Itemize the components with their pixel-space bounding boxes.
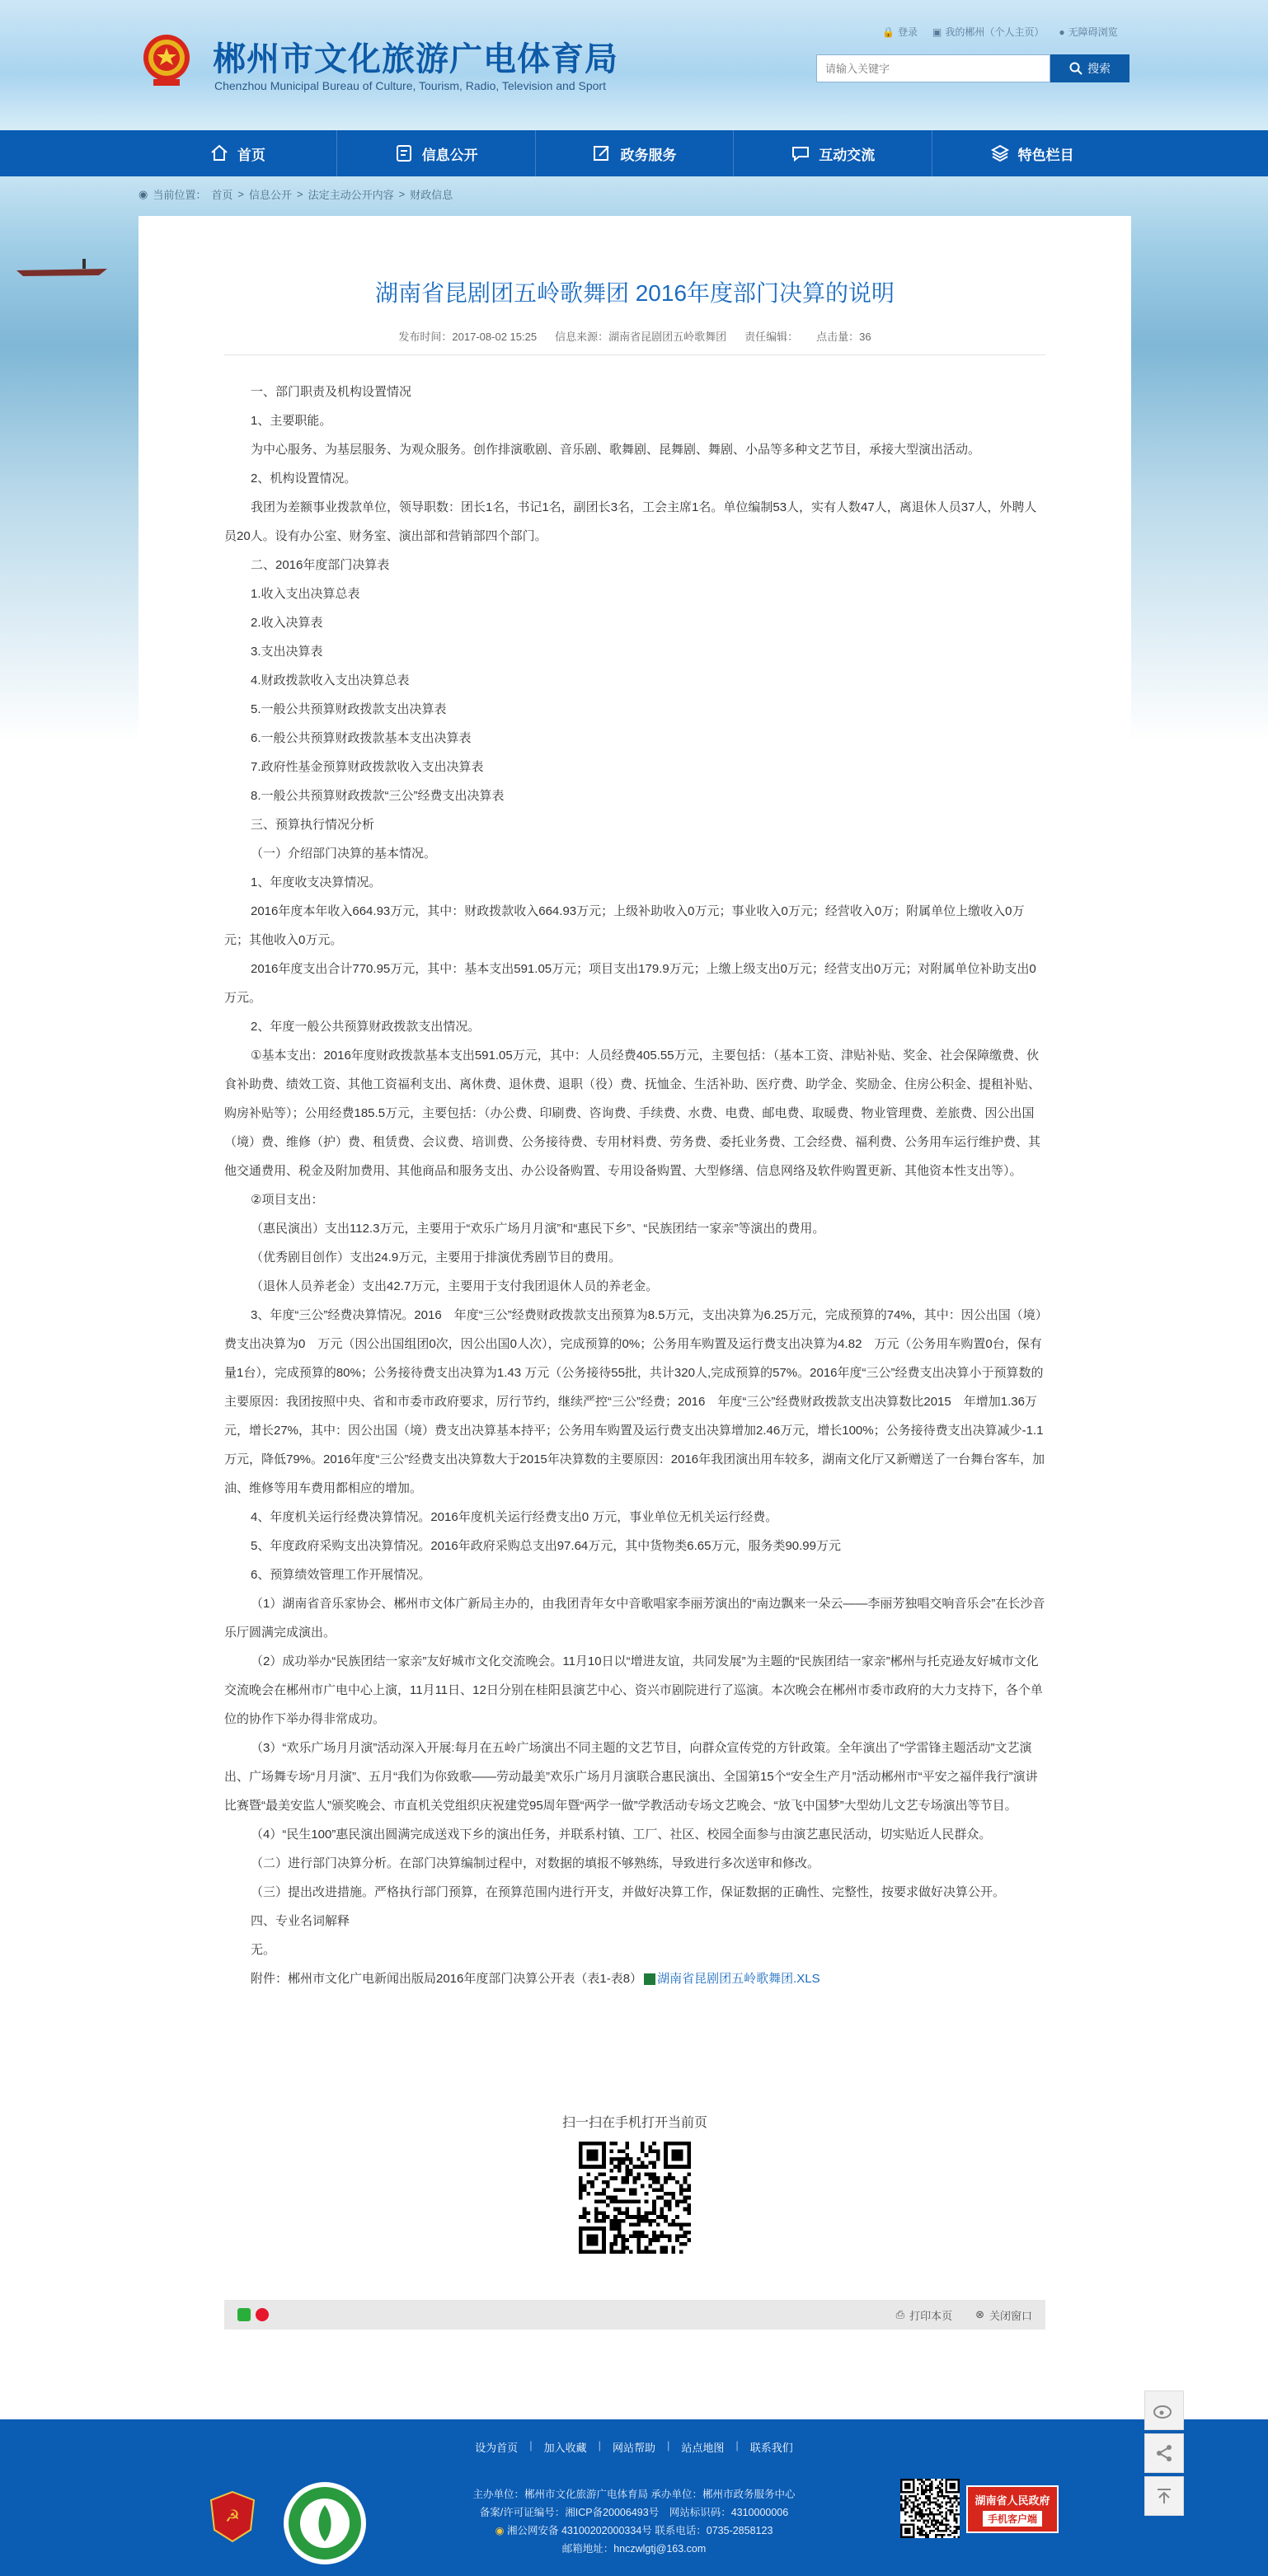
footer-link[interactable]: 网站帮助 [612,2442,655,2454]
national-emblem-icon [140,30,193,89]
article-paragraph: 5、年度政府采购支出决算情况。2016年政府采购总支出97.64万元，其中货物类6.65万元，服务类90.99万元 [251,1539,841,1553]
breadcrumb-item[interactable]: 首页 [211,189,233,201]
police-badge-icon: ◉ [495,2525,505,2536]
float-toolbar [1144,2391,1184,2519]
share-icon [1154,2443,1174,2463]
footer-info: 主办单位：郴州市文化旅游广电体育局 承办单位：郴州市政务服务中心 备案/许可证编号：湘ICP备20006493号 网站标识码：4310000006 ◉ 湘公网安备 43100202000334号 联系电话：0735-2858123 邮箱地址：hnczwlgtj@163.com [472,2489,796,2555]
article-paragraph: 四、专业名词解释 [251,1914,350,1928]
document-icon [394,143,414,163]
location-icon: ◉ [139,187,148,200]
breadcrumb-item[interactable]: 法定主动公开内容 [308,189,394,201]
article-paragraph: （优秀剧目创作）支出24.9万元，主要用于排演优秀剧节目的费用。 [251,1250,622,1265]
divider [224,354,1045,355]
header [0,0,1268,130]
article-paragraph: 4.财政拨款收入支出决算总表 [251,673,410,687]
article-paragraph: 7.政府性基金预算财政拨款收入支出决算表 [251,760,484,774]
article-paragraph: 一、部门职责及机构设置情况 [251,385,412,399]
chat-icon [791,143,810,163]
breadcrumb-item[interactable]: 财政信息 [410,189,453,201]
nav-info-disclosure[interactable]: 信息公开 [337,130,536,176]
click-count: 点击量：36 [816,331,871,343]
search-input[interactable] [816,54,1050,82]
article-paragraph: 3、年度“三公”经费决算情况。2016 年度“三公”经费财政拨款支出预算为8.5万元，支出决算为6.25万元，完成预算的74%，其中：因公出国（境）费支出决算为0 万元（因公出国组团0次，因公出国0人次），完成预算的0%；公务用车购置及运行费支出决算为4.82 万元（公务用车购置0台，保有量1台），完成预算的80%；公务接待费支出决算为1.43 万元（公务接待55批，共计320人,完成预算的57%。2016年度“三公”经费支出决算小于预算数的主要原因：我团按照中央、省和市委市政府要求，厉行节约，继续严控“三公”经费；2016 年度“三公”经费财政拨款支出决算数比2015 年增加1.36万元，增长27%，其中：因公出国（境）费支出决算基本持平；公务用车购置及运行费支出决算增加2.46万元，增长100%；公务接待费支出决算减少-1.1万元，降低79%。2016年度“三公”经费支出决算数大于2015年决算数的主要原因：2016年我团演出用车较多，湖南文化厅又新赠送了一台舞台客车，加油、维修等用车费用都相应的增加。 [224,1308,1045,1495]
share-float-button[interactable] [1144,2433,1184,2473]
article-paragraph: 5.一般公共预算财政拨款支出决算表 [251,702,447,716]
home-icon [209,143,229,163]
footer-link[interactable]: 设为首页 [475,2442,519,2454]
article-paragraph: （一）介绍部门决算的基本情况。 [251,847,437,861]
boat-decoration [16,254,107,279]
article-paragraph: （三）提出改进措施。严格执行部门预算，在预算范围内进行开支，并做好决算工作，保证数据的正确性、完整性，按要求做好决算公开。 [251,1885,1006,1899]
nav-gov-service[interactable]: 政务服务 [536,130,735,176]
breadcrumb-item[interactable]: 信息公开 [248,189,292,201]
search-icon [1069,62,1082,75]
article-paragraph: 6、预算绩效管理工作开展情况。 [251,1568,431,1582]
article-paragraph: （1）湖南省音乐家协会、郴州市文体广新局主办的，由我团青年女中音歌唱家李丽芳演出的“南边飘来一朵云——李丽芳独唱交响音乐会”在长沙音乐厅圆满完成演出。 [224,1597,1045,1640]
article-paragraph: （2）成功举办“民族团结一家亲”友好城市文化交流晚会。11月10日以“增进友谊，共同发展”为主题的“民族团结一家亲”郴州与托克逊友好城市文化交流晚会在郴州市广电中心上演，11月11日、12日分别在桂阳县演艺中心、资兴市剧院进行了巡演。本次晚会在郴州市委市政府的大力支持下，各个单位的协作下举办得非常成功。 [224,1654,1043,1726]
article-paragraph: （惠民演出）支出112.3万元，主要用于“欢乐广场月月演”和“惠民下乡”、“民族团结一家亲”等演出的费用。 [251,1222,825,1236]
site-title[interactable]: 郴州市文化旅游广电体育局 [213,41,618,77]
back-to-top-button[interactable] [1144,2476,1184,2516]
article-panel [139,216,1131,2351]
article-paragraph: 我团为差额事业拨款单位，领导职数：团长1名，书记1名，副团长3名，工会主席1名。单位编制53人，实有人数47人，离退休人员37人，外聘人员20人。设有办公室、财务室、演出部和营销部四个部门。 [224,500,1037,543]
share-bar [224,2300,1045,2330]
article-paragraph: 2016年度本年收入664.93万元，其中：财政拨款收入664.93万元；上级补助收入0万元；事业收入0万元；经营收入0万；附属单位上缴收入0万元；其他收入0万元。 [224,904,1025,947]
arrow-up-icon [1154,2486,1174,2506]
nav-featured[interactable]: 特色栏目 [932,130,1131,176]
svg-text:☭: ☭ [225,2506,240,2526]
qr-label: 扫一扫在手机打开当前页 [561,2116,707,2130]
article-paragraph: 2、机构设置情况。 [251,472,357,486]
publish-time: 发布时间：2017-08-02 15:25 [398,331,538,343]
layers-icon [990,143,1010,163]
edit-icon [592,143,612,163]
site-subtitle: Chenzhou Municipal Bureau of Culture, Tourism, Radio, Television and Sport [214,79,606,92]
accessibility-icon: ● [1059,26,1065,38]
article-paragraph: 1.收入支出决算总表 [251,587,360,601]
article-paragraph: 4、年度机关运行经费决算情况。2016年度机关运行经费支出0 万元，事业单位无机关运行经费。 [251,1510,778,1524]
article-paragraph: 二、2016年度部门决算表 [251,558,390,572]
article-paragraph: （退休人员养老金）支出42.7万元，主要用于支付我团退休人员的养老金。 [251,1279,659,1293]
article-paragraph: 为中心服务、为基层服务、为观众服务。创作排演歌剧、音乐剧、歌舞剧、昆舞剧、舞剧、小品等多种文艺节目，承接大型演出活动。 [251,443,981,457]
article-paragraph: 2.收入决算表 [251,616,323,630]
article-paragraph: 2016年度支出合计770.95万元，其中：基本支出591.05万元；项目支出179.9万元；上缴上级支出0万元；经营支出0万元；对附属单位补助支出0万元。 [224,962,1036,1005]
login-link[interactable]: 🔒 登录 [882,26,918,38]
article-paragraph: （二）进行部门决算分析。在部门决算编制过程中，对数据的填报不够熟练，导致进行多次送审和修改。 [251,1856,820,1870]
article-paragraph: 6.一般公共预算财政拨款基本支出决算表 [251,731,472,745]
close-window-button[interactable]: ⊗ 关闭窗口 [975,2308,1032,2322]
footer-links: 设为首页 | 加入收藏 | 网站帮助 | 站点地图 | 联系我们 [475,2439,793,2454]
top-links [882,25,1118,39]
article-title: 湖南省昆剧团五岭歌舞团 2016年度部门决算的说明 [374,280,895,306]
footer-link[interactable]: 站点地图 [681,2442,725,2454]
article-body [224,378,1045,1993]
article-paragraph: 1、年度收支决算情况。 [251,875,382,889]
excel-file-icon [644,1973,655,1985]
print-button[interactable]: ⎙ 打印本页 [895,2308,953,2322]
article-paragraph: 2、年度一般公共预算财政拨款支出情况。 [251,1020,481,1034]
footer-link[interactable]: 加入收藏 [543,2442,587,2454]
weibo-float-button[interactable] [1144,2391,1184,2430]
search-button[interactable]: 搜索 [1050,54,1129,82]
accessibility-link[interactable]: ● 无障碍浏览 [1059,26,1118,38]
my-chenzhou-link[interactable]: ▣ 我的郴州（个人主页） [932,26,1045,38]
article-paragraph: （4）“民生100”惠民演出圆满完成送戏下乡的演出任务，并联系村镇、工厂、社区、校园全面参与由演艺惠民活动，切实贴近人民群众。 [251,1828,992,1842]
article-paragraph: ①基本支出：2016年度财政拨款基本支出591.05万元，其中：人员经费405.55万元，主要包括：（基本工资、津贴补贴、奖金、社会保障缴费、伙食补助费、绩效工资、其他工资福利支出、离休费、退休费、退职（役）费、抚恤金、生活补助、医疗费、助学金、奖励金、住房公积金、提租补贴、购房补贴等）；公用经费185.5万元，主要包括：（办公费、印刷费、咨询费、手续费、水费、电费、邮电费、取暖费、物业管理费、差旅费、因公出国（境）费、维修（护）费、租赁费、会议费、培训费、公务接待费、专用材料费、劳务费、委托业务费、工会经费、福利费、公务用车运行维护费、其他交通费用、税金及附加费用、其他商品和服务支出、办公设备购置、专用设备购置、大型修缮、信息网络及软件购置更新、其他资本性支出等）。 [224,1049,1041,1178]
article-paragraph: 3.支出决算表 [251,645,323,659]
footer [0,2419,1268,2576]
footer-link[interactable]: 联系我们 [749,2442,793,2454]
article-paragraph: 三、预算执行情况分析 [251,818,375,832]
info-source: 信息来源：湖南省昆剧团五岭歌舞团 [555,331,727,343]
nav-home[interactable]: 首页 [139,130,337,176]
main-nav [0,130,1268,176]
breadcrumb: ◉ 当前位置： 首页 > 信息公开 > 法定主动公开内容 > 财政信息 [139,187,453,201]
editor: 责任编辑： [744,331,799,343]
article-paragraph: （3）“欢乐广场月月演”活动深入开展:每月在五岭广场演出不同主题的文艺节目，向群众宣传党的方针政策。全年演出了“学雷锋主题活动”文艺演出、广场舞专场“月月演”、五月“我们为你致歌——劳动最美”欢乐广场月月演联合惠民演出、全国第15个“安全生产月”活动郴州市“平安之福伴我行”演讲比赛暨“最美安监人”颁奖晚会、市直机关党组织庆祝建党95周年暨“两学一做”学教活动专场文艺晚会、“放飞中国梦”大型幼儿文艺专场演出等节目。 [224,1741,1038,1813]
lock-icon: 🔒 [882,26,895,38]
weibo-icon [1153,2401,1175,2419]
printer-icon: ⎙ [895,2308,905,2320]
hunan-gov-app-badge[interactable]: 湖南省人民政府 手机客户端 [966,2485,1059,2533]
wechat-share-icon[interactable] [237,2308,251,2321]
close-icon: ⊗ [975,2308,984,2320]
footer-qr-code-icon [900,2479,960,2538]
attachment-link[interactable]: 湖南省昆剧团五岭歌舞团.XLS [657,1972,820,1986]
monitor-icon: ▣ [932,26,942,38]
nav-interaction[interactable]: 互动交流 [734,130,932,176]
qr-code-icon [579,2142,691,2254]
weibo-share-icon[interactable] [256,2308,269,2321]
article-paragraph: 1、主要职能。 [251,414,332,428]
attachment-line: 附件：郴州市文化广电新闻出版局2016年度部门决算公开表（表1-表8） 湖南省昆剧团五岭歌舞团.XLS [251,1972,820,1986]
article-paragraph: ②项目支出： [251,1193,324,1207]
article-meta [139,328,1131,344]
article-paragraph: 无。 [251,1943,276,1957]
article-paragraph: 8.一般公共预算财政拨款“三公”经费支出决算表 [251,789,505,803]
